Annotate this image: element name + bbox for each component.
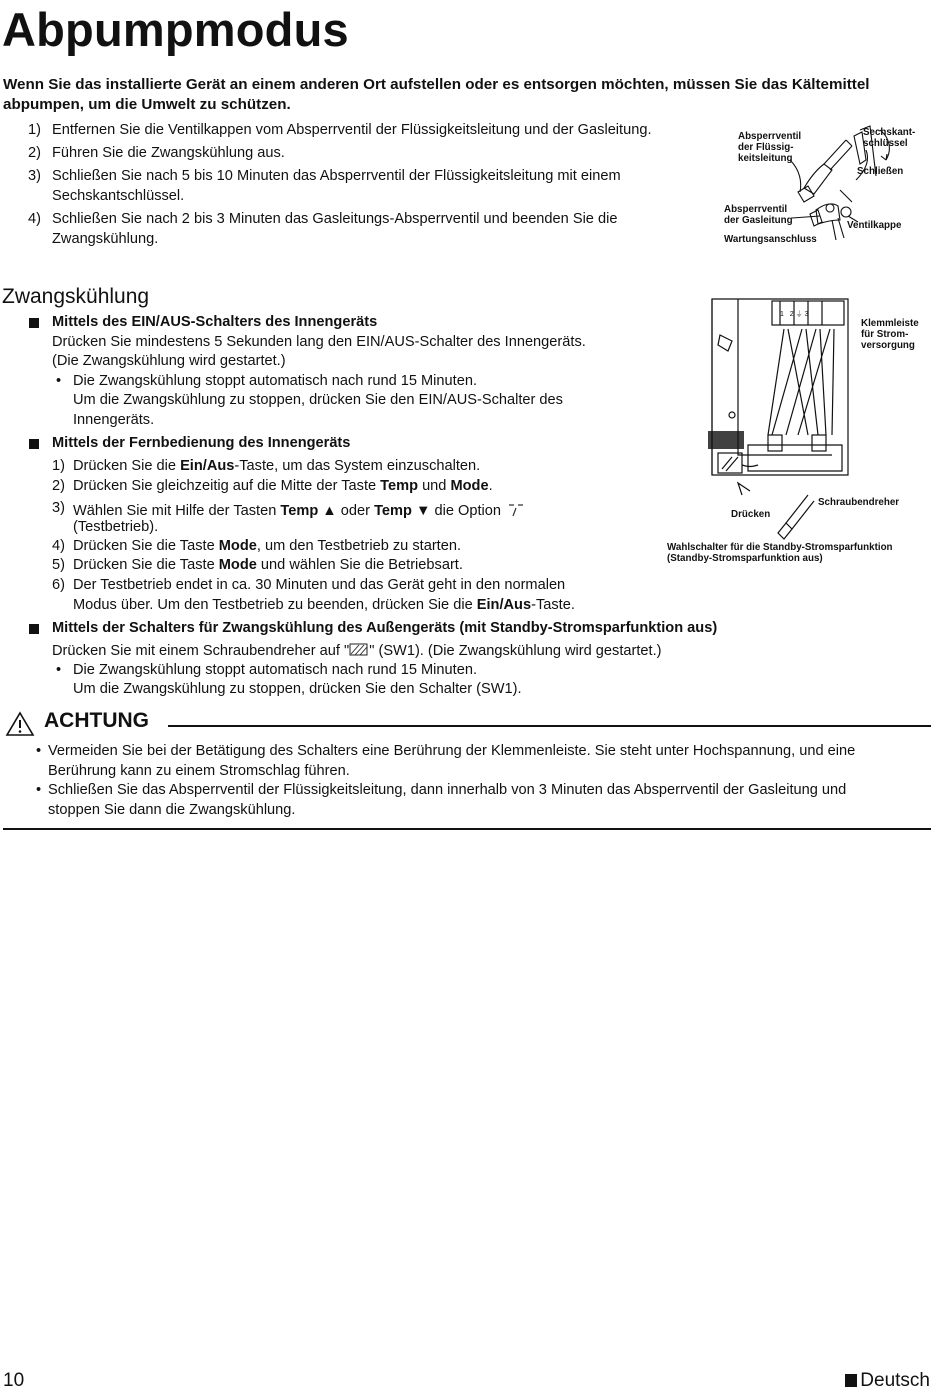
- step-text: Modus über. Um den Testbetrieb zu beenden, drücken Sie die Ein/Aus-Taste.: [73, 597, 575, 613]
- step-text: Schließen Sie nach 2 bis 3 Minuten das Gasleitungs-Absperrventil und beenden Sie die Zwangskühlung.: [52, 211, 618, 247]
- bullet-line: Die Zwangskühlung stoppt automatisch nach rund 15 Minuten.: [73, 662, 478, 678]
- bullet-dot-icon: •: [36, 782, 42, 798]
- step-number: 3): [28, 168, 41, 184]
- step-text: (Testbetrieb).: [73, 519, 159, 535]
- label-screwdriver: Schraubendreher: [818, 497, 900, 508]
- step-number: 4): [52, 538, 65, 554]
- step-number: 2): [52, 478, 65, 494]
- step-number: 1): [52, 458, 65, 474]
- paragraph-line: (Die Zwangskühlung wird gestartet.): [52, 353, 286, 369]
- square-bullet-icon: [29, 439, 39, 449]
- caution-line: Vermeiden Sie bei der Betätigung des Schalters eine Berührung der Klemmenleiste. Sie steht unter Hochspannung, und eine: [48, 743, 856, 759]
- step-text: Drücken Sie die Ein/Aus-Taste, um das System einzuschalten.: [73, 458, 481, 474]
- step-text: Der Testbetrieb endet in ca. 30 Minuten und das Gerät geht in den normalen: [73, 577, 566, 593]
- hatched-switch-icon: [349, 643, 369, 657]
- bullet-line: Innengeräts.: [73, 412, 155, 428]
- section-heading: Zwangskühlung: [2, 285, 150, 308]
- bullet-line: Die Zwangskühlung stoppt automatisch nach rund 15 Minuten.: [73, 373, 478, 389]
- label-press: Drücken: [731, 509, 771, 520]
- label-gas-valve: Absperrventil der Gasleitung: [724, 204, 793, 226]
- bullet-line: Um die Zwangskühlung zu stoppen, drücken Sie den EIN/AUS-Schalter des: [73, 392, 563, 408]
- square-bullet-icon: [845, 1374, 857, 1387]
- caution-line: Schließen Sie das Absperrventil der Flüssigkeitsleitung, dann innerhalb von 3 Minuten das Absperrventil der Gasleitung und: [48, 782, 847, 798]
- square-bullet-icon: [29, 624, 39, 634]
- caution-heading: ACHTUNG: [44, 709, 149, 732]
- terminal-numbers: 1 2 ⏚ 3: [780, 311, 809, 318]
- step-number: 2): [28, 145, 41, 161]
- label-service-port: Wartungsanschluss: [724, 234, 817, 245]
- caution-line: Berührung kann zu einem Stromschlag führen.: [48, 763, 350, 779]
- page-title: Abpumpmodus: [2, 3, 349, 56]
- label-selector-switch: Wahlschalter für die Standby-Stromsparfunktion (Standby-Stromsparfunktion aus): [667, 542, 893, 564]
- label-liquid-valve: Absperrventil der Flüssig- keitsleitung: [738, 131, 802, 164]
- divider: [168, 725, 931, 727]
- list-item: [3, 167, 692, 210]
- step-number: 6): [52, 577, 65, 593]
- step-number: 4): [28, 211, 41, 227]
- list-item: [3, 121, 713, 144]
- step-text: Führen Sie die Zwangskühlung aus.: [52, 145, 285, 161]
- step-text: Drücken Sie die Taste Mode und wählen Sie die Betriebsart.: [73, 557, 463, 573]
- label-close: Schließen: [857, 166, 904, 177]
- pumpdown-steps: [3, 121, 713, 249]
- bullet-dot-icon: •: [56, 373, 62, 389]
- step-text: Schließen Sie nach 5 bis 10 Minuten das Absperrventil der Flüssigkeitsleitung mit einem Sechskantschlüssel.: [52, 168, 621, 204]
- language-label: Deutsch: [845, 1371, 930, 1391]
- step-number: 1): [28, 122, 41, 138]
- subsection-heading: Mittels der Schalters für Zwangskühlung des Außengeräts (mit Standby-Stromsparfunktion aus): [52, 620, 718, 636]
- list-item: [3, 210, 672, 249]
- caution-line: stoppen Sie dann die Zwangskühlung.: [48, 802, 296, 818]
- step-text: Wählen Sie mit Hilfe der Tasten Temp ▲ oder Temp ▼ die Option: [73, 499, 523, 522]
- divider: [3, 828, 931, 830]
- step-number: 5): [52, 557, 65, 573]
- paragraph-line: Drücken Sie mit einem Schraubendreher auf " " (SW1). (Die Zwangskühlung wird gestartet.): [52, 643, 662, 659]
- subsection-heading: Mittels der Fernbedienung des Innengeräts: [52, 435, 351, 451]
- bullet-line: Um die Zwangskühlung zu stoppen, drücken Sie den Schalter (SW1).: [73, 681, 522, 697]
- intro-text: Wenn Sie das installierte Gerät an einem anderen Ort aufstellen oder es entsorgen möchten, müssen Sie das Kältemittel abpumpen, um die Umwelt zu schützen.: [3, 76, 870, 113]
- page-number: 10: [3, 1370, 25, 1391]
- step-text: Drücken Sie gleichzeitig auf die Mitte der Taste Temp und Mode.: [73, 478, 493, 494]
- label-terminal-block: Klemmleiste für Strom- versorgung: [861, 318, 919, 351]
- paragraph-line: Drücken Sie mindestens 5 Sekunden lang den EIN/AUS-Schalter des Innengeräts.: [52, 334, 586, 350]
- subsection-heading: Mittels des EIN/AUS-Schalters des Innengeräts: [52, 314, 378, 330]
- square-bullet-icon: [29, 318, 39, 328]
- bullet-dot-icon: •: [36, 743, 42, 759]
- label-valve-cap: Ventilkappe: [847, 220, 902, 231]
- bullet-dot-icon: •: [56, 662, 62, 678]
- label-hex-key: Sechskant- schlüssel: [863, 127, 916, 149]
- step-text: Entfernen Sie die Ventilkappen vom Absperrventil der Flüssigkeitsleitung und der Gasleitung.: [52, 122, 652, 138]
- test-mode-symbol-icon: [507, 502, 525, 518]
- step-text: Drücken Sie die Taste Mode, um den Testbetrieb zu starten.: [73, 538, 462, 554]
- warning-triangle-icon: [5, 711, 35, 737]
- step-number: 3): [52, 500, 65, 516]
- list-item: [3, 144, 713, 167]
